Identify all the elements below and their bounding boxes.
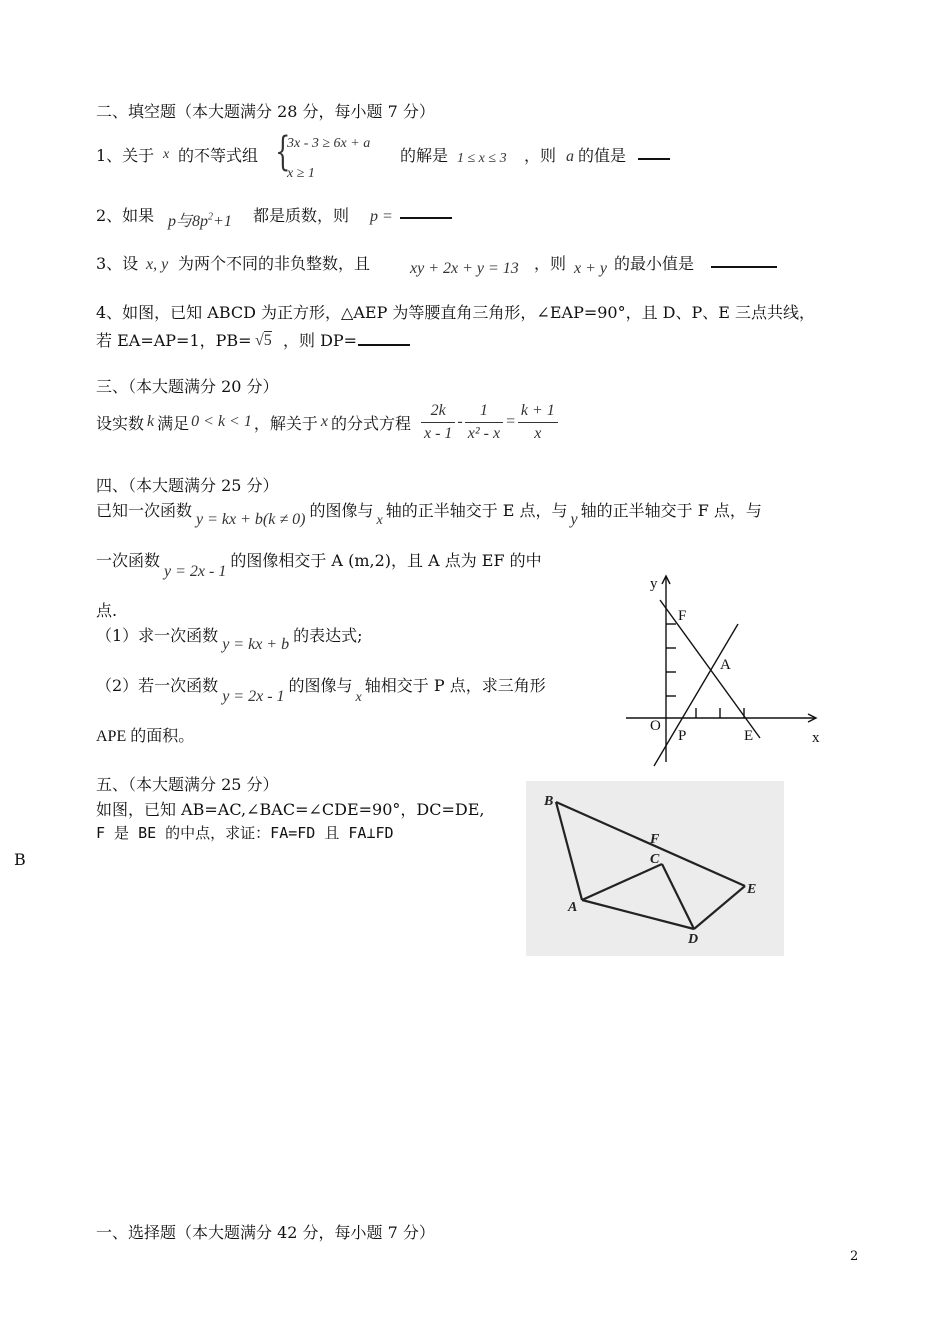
s3-fraction-2 xyxy=(465,400,503,445)
s3-fraction-1 xyxy=(421,400,455,445)
q4-line2-prefix: 若 EA=AP=1，PB= xyxy=(96,331,252,350)
margin-letter: B xyxy=(14,850,26,869)
segment-DE xyxy=(694,886,745,929)
s4-line1 xyxy=(96,498,762,528)
s4-p2-a: （2）若一次函数 xyxy=(96,676,219,695)
q1-prefix: 1、关于 xyxy=(96,146,155,165)
s3-var-x: x xyxy=(320,413,328,430)
segment-AC xyxy=(582,864,662,900)
geometry-figure xyxy=(526,781,784,956)
q1-mid3: ，则 xyxy=(524,146,557,165)
q4-answer-blank[interactable] xyxy=(358,344,410,346)
s4-l2-b: 的图像相交于 A (m,2)，且 A 点为 EF 的中 xyxy=(230,551,542,570)
q2-expr1: p与8p xyxy=(168,213,209,230)
segment-BA xyxy=(556,802,582,900)
s4-p2-b: 的图像与 xyxy=(288,676,353,695)
s4-l2-eq: y = 2x - 1 xyxy=(164,563,227,580)
label-F: F xyxy=(678,608,687,624)
s4-p1-eq: y = kx + b xyxy=(222,636,290,653)
s5-line2: F 是 BE 的中点，求证：FA=FD 且 FA⊥FD xyxy=(96,824,394,842)
segment-AD xyxy=(582,900,694,929)
fig-label-B: B xyxy=(544,794,554,809)
q1-mid: 的不等式组 xyxy=(178,146,259,165)
s3-var-k: k xyxy=(147,413,155,430)
q1-solution: 1 ≤ x ≤ 3 xyxy=(457,151,507,166)
fig-label-E: E xyxy=(747,882,757,897)
fig-label-D: D xyxy=(688,932,699,947)
q2-answer-blank[interactable] xyxy=(400,217,452,219)
q1-suffix: 的值是 xyxy=(578,146,627,165)
q4-sqrt: √5 xyxy=(255,332,272,349)
s4-line6: APE 的面积。 xyxy=(96,728,195,745)
q1-mid2: 的解是 xyxy=(400,146,449,165)
page-number: 2 xyxy=(850,1249,859,1264)
s4-p1-a: （1）求一次函数 xyxy=(96,626,219,645)
s4-l1-eq: y = kx + b(k ≠ 0) xyxy=(196,511,306,528)
s3-f3-den: x xyxy=(534,424,542,442)
label-E: E xyxy=(744,728,754,744)
fig-label-F: F xyxy=(650,832,660,847)
s3-equals: = xyxy=(505,413,516,430)
s3-prefix: 设实数 xyxy=(96,413,145,433)
q1-eq-bottom: x ≥ 1 xyxy=(287,166,315,181)
q1-var-x: x xyxy=(163,147,170,162)
section3-heading: 三、（本大题满分 20 分） xyxy=(96,377,279,396)
fig-label-C: C xyxy=(650,852,660,867)
label-A: A xyxy=(720,657,731,673)
q4-line2-suffix: ，则 DP= xyxy=(283,331,358,350)
label-x: x xyxy=(812,730,820,746)
q3-mid2: ，则 xyxy=(534,254,567,273)
s4-p2-x: x xyxy=(355,690,362,705)
s3-f1-num: 2k xyxy=(421,400,455,423)
section5-heading: 五、（本大题满分 25 分） xyxy=(96,775,279,794)
s3-f1-den: x - 1 xyxy=(423,424,453,442)
s3-f2-den: x² - x xyxy=(467,424,501,442)
q2-expr3: p = xyxy=(370,208,393,225)
q2-sup: 2 xyxy=(208,211,214,223)
s3-f3-num: k + 1 xyxy=(518,400,558,423)
q3-mid: 为两个不同的非负整数，且 xyxy=(178,254,371,273)
s5-line1: 如图，已知 AB=AC,∠BAC=∠CDE=90°，DC=DE, xyxy=(96,800,485,819)
q3-suffix: 的最小值是 xyxy=(614,254,695,273)
q3-vars: x, y xyxy=(146,256,169,273)
coordinate-graph xyxy=(620,570,830,770)
s4-l1-b: 的图像与 xyxy=(309,501,374,520)
section3-line xyxy=(96,397,560,447)
s4-p1-b: 的表达式; xyxy=(293,626,363,645)
s4-line2 xyxy=(96,548,542,580)
q4-sqrt-value: 5 xyxy=(263,332,272,349)
label-O: O xyxy=(650,718,661,734)
section4-heading: 四、（本大题满分 25 分） xyxy=(96,476,279,495)
q3-expr: x + y xyxy=(574,260,607,277)
section2-heading: 二、填空题（本大题满分 28 分，每小题 7 分） xyxy=(96,102,435,121)
s4-part1 xyxy=(96,623,363,653)
s3-cond: 0 < k < 1 xyxy=(191,413,252,430)
s4-part2 xyxy=(96,673,546,705)
section1-heading: 一、选择题（本大题满分 42 分，每小题 7 分） xyxy=(96,1223,435,1242)
s4-l1-a: 已知一次函数 xyxy=(96,501,193,520)
s4-l1-y: y xyxy=(570,511,578,528)
s4-l1-d: 轴的正半轴交于 F 点，与 xyxy=(580,501,762,520)
q3-prefix: 3、设 xyxy=(96,254,139,273)
q1-answer-blank[interactable] xyxy=(638,158,670,160)
q1-eq-top: 3x - 3 ≥ 6x + a xyxy=(287,136,371,151)
s4-l2-a: 一次函数 xyxy=(96,551,161,570)
s4-l1-x: x xyxy=(376,513,383,528)
s3-fraction-3 xyxy=(518,400,558,445)
q2-expr2: +1 xyxy=(213,213,232,230)
s4-l1-c: 轴的正半轴交于 E 点，与 xyxy=(385,501,568,520)
s3-mid2: ，解关于 xyxy=(253,413,318,433)
s3-mid3: 的分式方程 xyxy=(330,413,411,433)
s3-f2-num: 1 xyxy=(465,400,503,423)
q3-answer-blank[interactable] xyxy=(711,266,777,268)
fig-label-A: A xyxy=(568,900,578,915)
s3-minus: - xyxy=(457,413,463,430)
q3-eq: xy + 2x + y = 13 xyxy=(410,260,519,277)
label-P: P xyxy=(678,728,687,744)
s4-line3: 点. xyxy=(96,601,118,620)
q2-prefix: 2、如果 xyxy=(96,206,155,225)
q2-expr xyxy=(168,208,232,231)
s3-mid: 满足 xyxy=(157,413,190,433)
s4-p2-eq: y = 2x - 1 xyxy=(222,688,285,705)
q4-line1: 4、如图，已知 ABCD 为正方形，△AEP 为等腰直角三角形，∠EAP=90°，且 D、P、E 三点共线， xyxy=(96,303,816,322)
segment-CD xyxy=(662,864,694,929)
line-EF xyxy=(660,600,760,738)
s4-p2-c: 轴相交于 P 点，求三角形 xyxy=(364,676,546,695)
q1-var-a: a xyxy=(566,148,574,165)
q2-mid: 都是质数，则 xyxy=(253,206,350,225)
q1-brace: { xyxy=(275,129,291,175)
label-y: y xyxy=(650,576,658,592)
